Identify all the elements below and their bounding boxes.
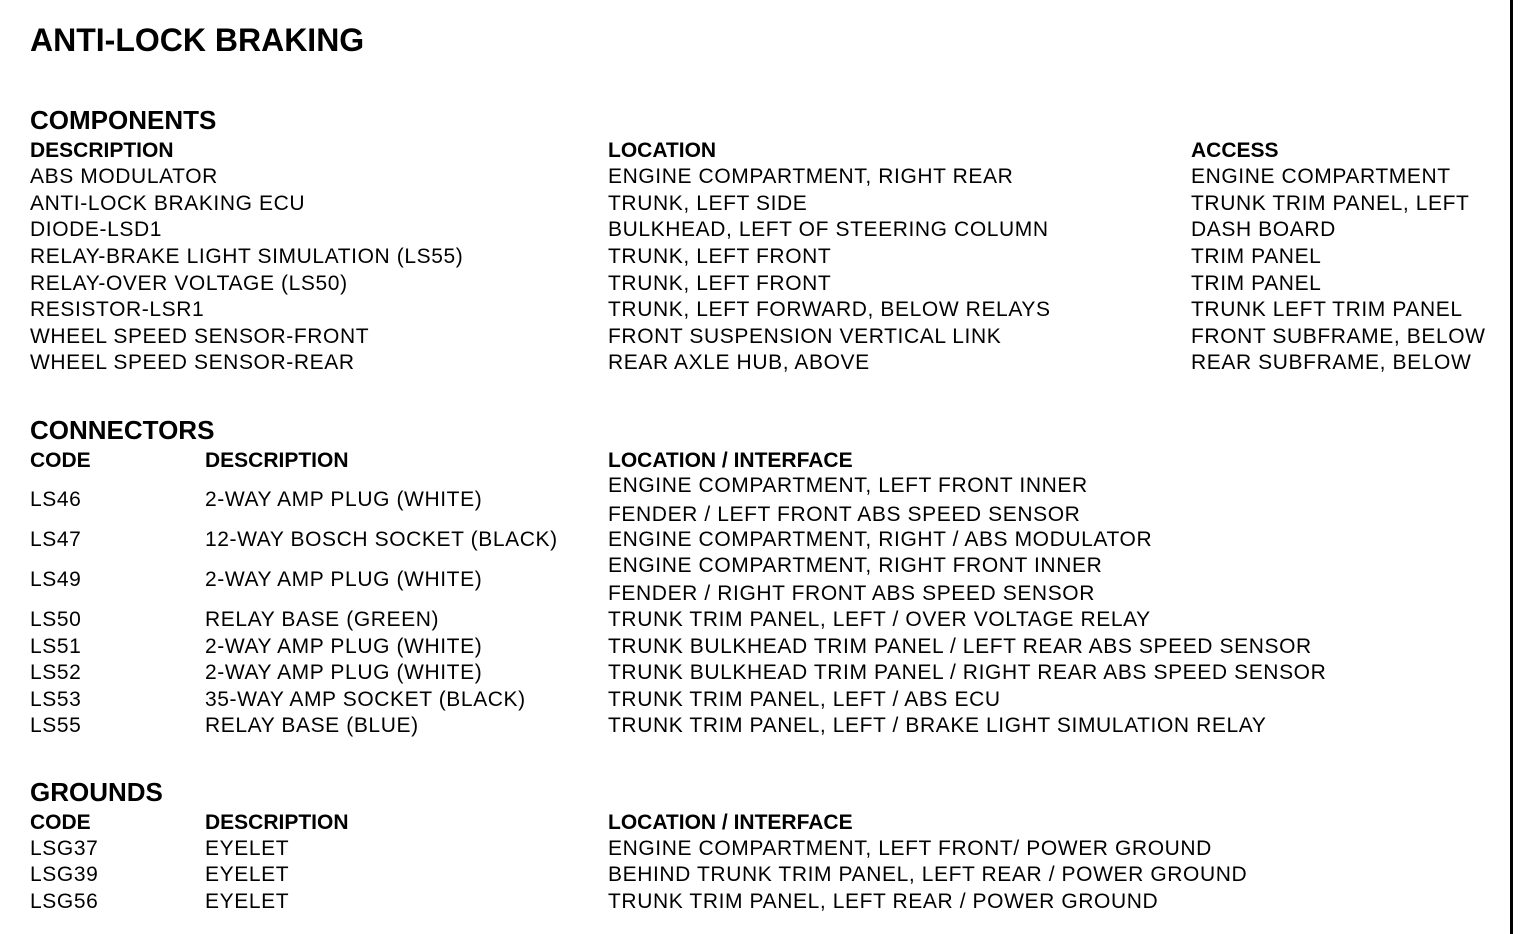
grounds-header-location: LOCATION / INTERFACE [608,811,853,834]
ground-code: LSG39 [30,863,99,886]
component-location: FRONT SUSPENSION VERTICAL LINK [608,325,1002,348]
connectors-heading: CONNECTORS [30,415,215,445]
connectors-header-description: DESCRIPTION [205,449,349,472]
component-access: TRIM PANEL [1191,272,1322,295]
ground-description: EYELET [205,837,290,860]
connector-code: LS46 [30,488,82,511]
component-location: REAR AXLE HUB, ABOVE [608,351,870,374]
component-description: WHEEL SPEED SENSOR-REAR [30,351,355,374]
components-header-access: ACCESS [1191,139,1279,162]
ground-location: TRUNK TRIM PANEL, LEFT REAR / POWER GROUND [608,890,1159,913]
connector-code: LS53 [30,688,82,711]
component-description: ANTI-LOCK BRAKING ECU [30,192,306,215]
connector-description: 35-WAY AMP SOCKET (BLACK) [205,688,526,711]
connector-location: ENGINE COMPARTMENT, RIGHT FRONT INNER [608,554,1103,577]
component-location: TRUNK, LEFT FRONT [608,245,832,268]
component-access: FRONT SUBFRAME, BELOW [1191,325,1486,348]
connector-description: 2-WAY AMP PLUG (WHITE) [205,568,483,591]
component-description: DIODE-LSD1 [30,218,163,241]
connector-location: TRUNK BULKHEAD TRIM PANEL / RIGHT REAR ABS SPEED SENSOR [608,661,1327,684]
component-location: BULKHEAD, LEFT OF STEERING COLUMN [608,218,1049,241]
connector-location: TRUNK TRIM PANEL, LEFT / BRAKE LIGHT SIMULATION RELAY [608,714,1267,737]
grounds-header-description: DESCRIPTION [205,811,349,834]
component-description: RESISTOR-LSR1 [30,298,205,321]
connector-description: 12-WAY BOSCH SOCKET (BLACK) [205,528,558,551]
connector-description: 2-WAY AMP PLUG (WHITE) [205,635,483,658]
connector-location: TRUNK TRIM PANEL, LEFT / OVER VOLTAGE RELAY [608,608,1151,631]
connector-location: TRUNK TRIM PANEL, LEFT / ABS ECU [608,688,1001,711]
connector-code: LS47 [30,528,82,551]
ground-description: EYELET [205,890,290,913]
connector-location: TRUNK BULKHEAD TRIM PANEL / LEFT REAR ABS SPEED SENSOR [608,635,1312,658]
ground-code: LSG56 [30,890,99,913]
connector-location: ENGINE COMPARTMENT, LEFT FRONT INNER [608,474,1088,497]
component-access: TRIM PANEL [1191,245,1322,268]
component-location: ENGINE COMPARTMENT, RIGHT REAR [608,165,1014,188]
connector-code: LS51 [30,635,82,658]
ground-location: BEHIND TRUNK TRIM PANEL, LEFT REAR / POWER GROUND [608,863,1248,886]
connector-location-continued: FENDER / LEFT FRONT ABS SPEED SENSOR [608,503,1081,526]
component-description: WHEEL SPEED SENSOR-FRONT [30,325,370,348]
component-access: TRUNK TRIM PANEL, LEFT [1191,192,1470,215]
component-description: ABS MODULATOR [30,165,218,188]
grounds-header-code: CODE [30,811,91,834]
connector-code: LS50 [30,608,82,631]
connectors-header-location: LOCATION / INTERFACE [608,449,853,472]
ground-description: EYELET [205,863,290,886]
component-location: TRUNK, LEFT SIDE [608,192,808,215]
grounds-heading: GROUNDS [30,777,163,807]
connector-description: RELAY BASE (GREEN) [205,608,440,631]
components-header-location: LOCATION [608,139,717,162]
component-access: TRUNK LEFT TRIM PANEL [1191,298,1463,321]
connectors-header-code: CODE [30,449,91,472]
connector-description: RELAY BASE (BLUE) [205,714,419,737]
components-heading: COMPONENTS [30,105,217,135]
component-access: ENGINE COMPARTMENT [1191,165,1451,188]
component-location: TRUNK, LEFT FRONT [608,272,832,295]
connector-description: 2-WAY AMP PLUG (WHITE) [205,488,483,511]
ground-code: LSG37 [30,837,99,860]
right-border-line [1510,0,1513,934]
component-location: TRUNK, LEFT FORWARD, BELOW RELAYS [608,298,1051,321]
component-description: RELAY-BRAKE LIGHT SIMULATION (LS55) [30,245,464,268]
connector-description: 2-WAY AMP PLUG (WHITE) [205,661,483,684]
connector-code: LS55 [30,714,82,737]
components-header-description: DESCRIPTION [30,139,174,162]
component-access: DASH BOARD [1191,218,1336,241]
connector-location: ENGINE COMPARTMENT, RIGHT / ABS MODULATOR [608,528,1153,551]
component-access: REAR SUBFRAME, BELOW [1191,351,1472,374]
connector-location-continued: FENDER / RIGHT FRONT ABS SPEED SENSOR [608,582,1096,605]
ground-location: ENGINE COMPARTMENT, LEFT FRONT/ POWER GROUND [608,837,1212,860]
page-title: ANTI-LOCK BRAKING [30,22,365,58]
component-description: RELAY-OVER VOLTAGE (LS50) [30,272,348,295]
connector-code: LS52 [30,661,82,684]
connector-code: LS49 [30,568,82,591]
